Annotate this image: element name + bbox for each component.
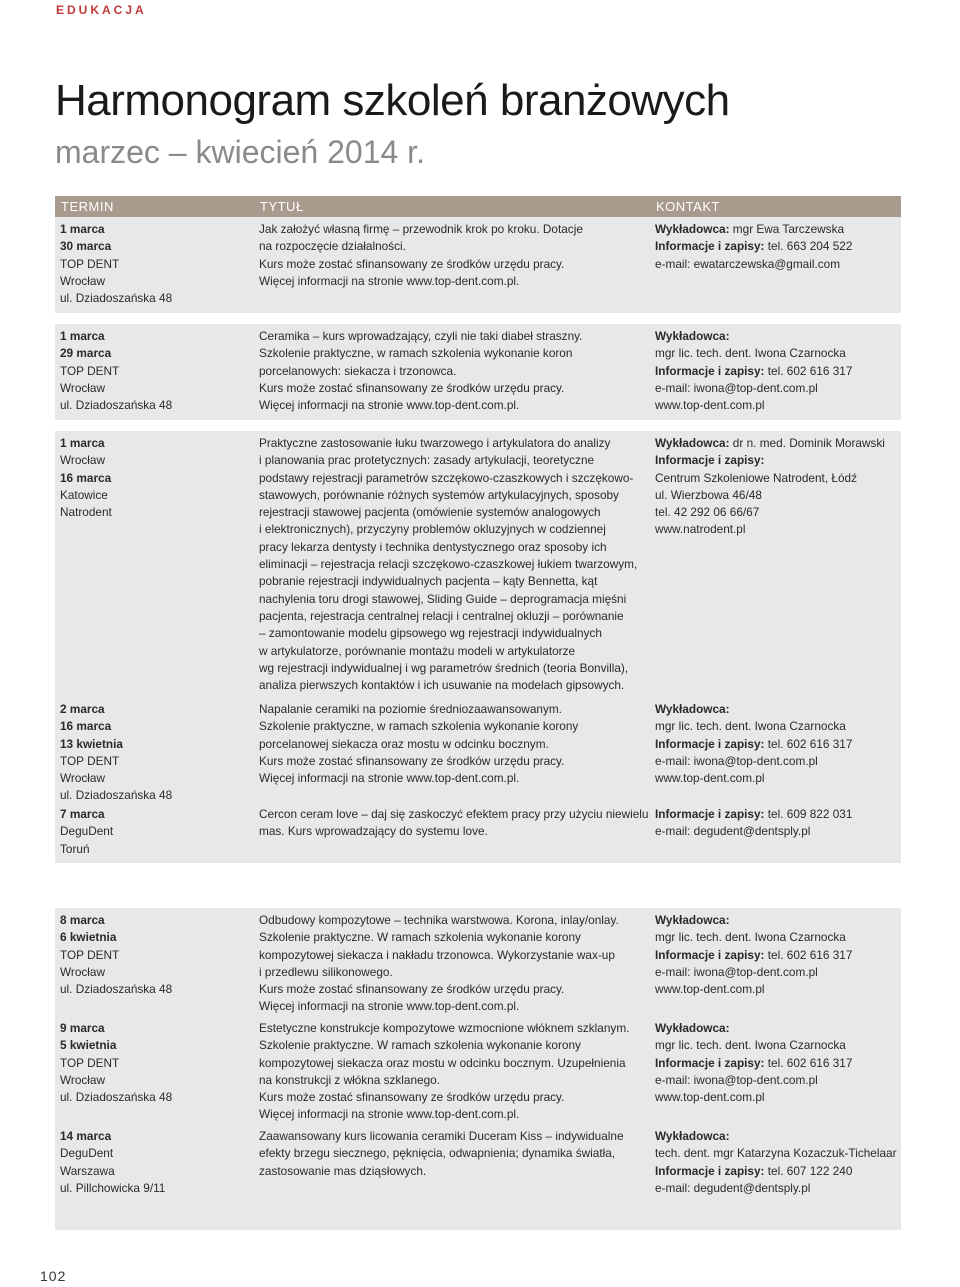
row-termin: 2 marca 16 marca 13 kwietnia TOP DENT Wrocław ul. Dziadoszańska 48	[60, 702, 173, 803]
row-kontakt: Wykładowca: mgr lic. tech. dent. Iwona Czarnocka Informacje i zapisy: tel. 602 616 317 e-mail: iwona@top-dent.com.pl www.top-dent.com.pl	[655, 1021, 853, 1105]
table-group	[55, 431, 901, 863]
row-kontakt: Wykładowca: tech. dent. mgr Katarzyna Kozaczuk-Tichelaar Informacje i zapisy: tel. 607 122 240 e-mail: degudent@dentsply.pl	[655, 1129, 897, 1195]
table-row	[55, 697, 901, 803]
row-termin: 1 marca 30 marca TOP DENT Wrocław ul. Dziadoszańska 48	[60, 222, 173, 306]
table-row	[55, 431, 901, 693]
row-tytul: Cercon ceram love – daj się zaskoczyć efektem pracy przy użyciu niewielu mas. Kurs wprowadzający do systemu love.	[259, 807, 649, 839]
table-row	[55, 804, 901, 862]
table-header	[55, 196, 901, 217]
row-kontakt: Wykładowca: dr n. med. Dominik Morawski Informacje i zapisy: Centrum Szkoleniowe Natrodent, Łódź ul. Wierzbowa 46/48 tel. 42 292 06 66/67 www.natrodent.pl	[655, 436, 885, 537]
row-tytul: Estetyczne konstrukcje kompozytowe wzmocnione włóknem szklanym. Szkolenie praktyczne. W ramach szkolenia wykonanie korony kompozytowej siekacza oraz mostu w odcinku bocznym. Uzupełnienia na konstrukcji z włókna szklanego. Kurs może zostać sfinansowany ze środków urzędu pracy. Więcej informacji na stronie www.top-dent.com.pl.	[259, 1021, 630, 1122]
row-tytul: Praktyczne zastosowanie łuku twarzowego i artykulatora do analizy i planowania prac protetycznych: zasady artykulacji, teoretyczne podstawy rejestracji parametrów szczękowo-czaszkowych i szczękowo- stawowych, porównanie różnych systemów artykulacyjnych, sposoby rejestracji stawowej pacjenta (omówienie systemów analogowych i elektronicznych), przyczyny problemów okluzyjnych w codziennej pracy lekarza dentysty i technika dentystycznego oraz sposoby ich eliminacji – rejestracja relacji szczękowo-czaszkowej łukiem twarzowym, pobranie rejestracji indywidualnych pacjenta – kąty Bennetta, kąt nachylenia toru drogi stawowej, Sliding Guide – deprogramacja mięśni pacjenta, rejestracja centralnej relacji i centralnej okluzji – porównanie – zamontowanie modelu gipsowego wg rejestracji indywidualnych w artykulatorze, porównanie montażu modeli w artykulatorze wg rejestracji indywidualnej i wg parametrów średnich (teoria Bonvilla), analiza pierwszych kontaktów i ich usuwanie na modelach gipsowych.	[259, 436, 638, 693]
row-termin: 1 marca 29 marca TOP DENT Wrocław ul. Dziadoszańska 48	[60, 329, 173, 413]
table-row	[55, 217, 901, 313]
row-termin: 14 marca DeguDent Warszawa ul. Pillchowicka 9/11	[60, 1129, 166, 1195]
row-kontakt: Wykładowca: mgr lic. tech. dent. Iwona Czarnocka Informacje i zapisy: tel. 602 616 317 e-mail: iwona@top-dent.com.pl www.top-dent.com.pl	[655, 702, 853, 786]
page-title: Harmonogram szkoleń branżowych	[55, 76, 730, 125]
row-kontakt: Informacje i zapisy: tel. 609 822 031 e-mail: degudent@dentsply.pl	[655, 807, 853, 839]
page-number: 102	[40, 1268, 67, 1284]
table-row	[55, 1124, 901, 1230]
row-tytul: Odbudowy kompozytowe – technika warstwowa. Korona, inlay/onlay. Szkolenie praktyczne. W ramach szkolenia wykonanie korony kompozytowej siekacza i nakładu trzonowca. Wykorzystanie wax-up i przedlewu silikonowego. Kurs może zostać sfinansowany ze środków urzędu pracy. Więcej informacji na stronie www.top-dent.com.pl.	[259, 913, 619, 1014]
row-tytul: Zaawansowany kurs licowania ceramiki Duceram Kiss – indywidualne efekty brzegu siecznego, pęknięcia, odwapnienia; dynamika światła, zastosowanie mas dziąsłowych.	[259, 1129, 624, 1178]
row-tytul: Ceramika – kurs wprowadzający, czyli nie taki diabeł straszny. Szkolenie praktyczne, w ramach szkolenia wykonanie koron porcelanowych: siekacza i trzonowca. Kurs może zostać sfinansowany ze środków urzędu pracy. Więcej informacji na stronie www.top-dent.com.pl.	[259, 329, 583, 413]
section-header	[0, 0, 960, 18]
row-termin: 7 marca DeguDent Toruń	[60, 807, 114, 856]
row-termin: 9 marca 5 kwietnia TOP DENT Wrocław ul. Dziadoszańska 48	[60, 1021, 173, 1105]
table-row	[55, 908, 901, 1014]
row-kontakt: Wykładowca: mgr lic. tech. dent. Iwona Czarnocka Informacje i zapisy: tel. 602 616 317 e-mail: iwona@top-dent.com.pl www.top-dent.com.pl	[655, 329, 853, 413]
header-termin: TERMIN	[61, 199, 114, 214]
table-row	[55, 324, 901, 420]
row-tytul: Napalanie ceramiki na poziomie średniozaawansowanym. Szkolenie praktyczne, w ramach szkolenia wykonanie korony porcelanowej siekacza oraz mostu w odcinku bocznym. Kurs może zostać sfinansowany ze środków urzędu pracy. Więcej informacji na stronie www.top-dent.com.pl.	[259, 702, 579, 786]
header-kontakt: KONTAKT	[656, 199, 720, 214]
page-subtitle: marzec – kwiecień 2014 r.	[55, 134, 425, 170]
row-termin: 8 marca 6 kwietnia TOP DENT Wrocław ul. Dziadoszańska 48	[60, 913, 173, 997]
row-kontakt: Wykładowca: mgr Ewa Tarczewska Informacje i zapisy: tel. 663 204 522 e-mail: ewatarczewska@gmail.com	[655, 222, 853, 271]
table-group	[55, 908, 901, 1230]
row-termin: 1 marca Wrocław 16 marca Katowice Natrodent	[60, 436, 112, 520]
row-tytul: Jak założyć własną firmę – przewodnik krok po kroku. Dotacje na rozpoczęcie działalności. Kurs może zostać sfinansowany ze środków urzędu pracy. Więcej informacji na stronie www.top-dent.com.pl.	[259, 222, 583, 288]
row-kontakt: Wykładowca: mgr lic. tech. dent. Iwona Czarnocka Informacje i zapisy: tel. 602 616 317 e-mail: iwona@top-dent.com.pl www.top-dent.com.pl	[655, 913, 853, 997]
table-row	[55, 1016, 901, 1122]
header-tytul: TYTUŁ	[260, 199, 304, 214]
section-label: EDUKACJA	[56, 3, 147, 17]
